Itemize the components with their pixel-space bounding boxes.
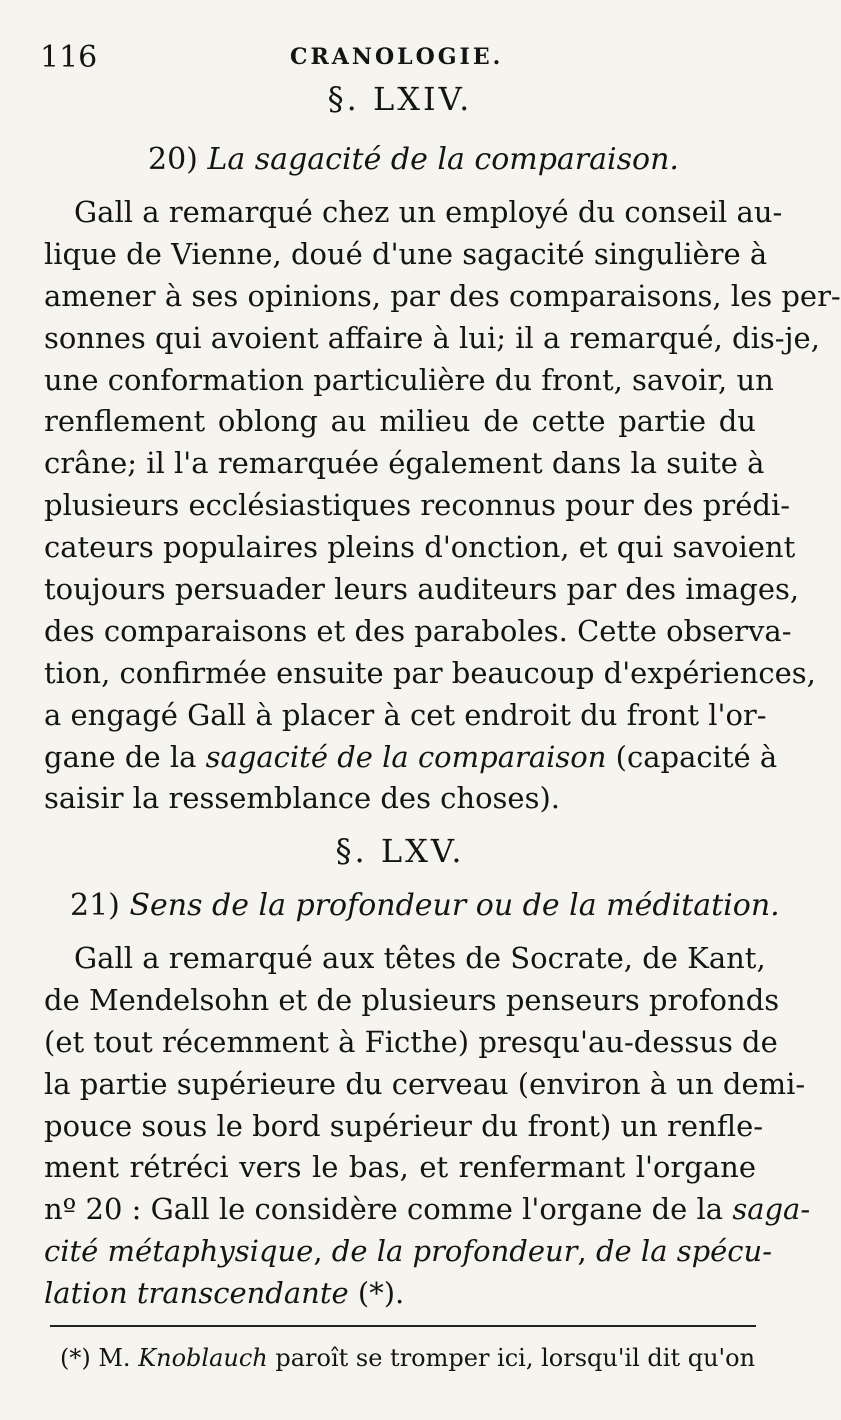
paragraph-lxv <box>44 938 811 1315</box>
text-line <box>44 1231 773 1273</box>
subheading-title: Sens de la profondeur ou de la méditation. <box>129 888 780 923</box>
text-line: pouce sous le bord supérieur du front) un renfle- <box>44 1108 764 1143</box>
text-span: nº 20 : Gall le considère comme l'organe de la <box>44 1192 733 1227</box>
italic-span: lation transcendante <box>44 1276 349 1311</box>
text-line: une conformation particulière du front, savoir, un <box>44 362 774 397</box>
text-span: , <box>577 1234 596 1269</box>
subheading-title: La sagacité de la comparaison. <box>207 142 679 177</box>
text-span: (*). <box>348 1276 405 1311</box>
subheading-20 <box>148 142 679 177</box>
page-number: 116 <box>40 40 98 75</box>
running-title: CRANOLOGIE. <box>290 44 504 70</box>
text-span: , <box>313 1234 332 1269</box>
text-line <box>44 1273 756 1315</box>
subheading-number: 20) <box>148 142 198 177</box>
text-line: (et tout récemment à Ficthe) presqu'au-dessus de <box>44 1024 778 1059</box>
text-line: renflement oblong au milieu de cette partie du <box>44 404 756 439</box>
text-line: cateurs populaires pleins d'onction, et qui savoient <box>44 530 796 565</box>
subheading-21 <box>70 888 780 923</box>
footnote-end: paroît se tromper ici, lorsqu'il dit qu'on <box>267 1344 756 1372</box>
text-line: tion, confirmée ensuite par beaucoup d'expériences, <box>44 655 816 690</box>
text-span: (capacité à <box>606 739 778 774</box>
text-line: la partie supérieure du cerveau (environ à un demi- <box>44 1066 806 1101</box>
footnote-rule <box>50 1325 756 1327</box>
text-line: Gall a remarqué chez un employé du conseil au- <box>74 195 783 229</box>
text-span: gane de la <box>44 739 206 774</box>
italic-span: de la profondeur <box>331 1234 578 1269</box>
italic-span: sagacité de la comparaison <box>205 739 607 774</box>
italic-span: cité métaphysique <box>44 1234 314 1269</box>
footnote-author: Knoblauch <box>138 1344 268 1372</box>
text-line: a engagé Gall à placer à cet endroit du front l'or- <box>44 697 767 732</box>
subheading-number: 21) <box>70 888 120 923</box>
text-line: amener à ses opinions, par des comparaisons, les per- <box>44 278 841 313</box>
italic-span: saga- <box>732 1192 811 1227</box>
text-line: lique de Vienne, doué d'une sagacité singulière à <box>44 236 768 271</box>
text-line: toujours persuader leurs auditeurs par des images, <box>44 572 800 607</box>
text-line <box>44 737 778 779</box>
italic-span: de la spécu- <box>595 1234 773 1269</box>
text-line: de Mendelsohn et de plusieurs penseurs profonds <box>44 982 780 1017</box>
section-heading-lxv: §. LXV. <box>335 832 465 870</box>
footnote-start: (*) M. <box>60 1344 139 1372</box>
text-line: plusieurs ecclésiastiques reconnus pour des prédi- <box>44 488 791 523</box>
paragraph-lxiv <box>44 192 841 820</box>
text-line: Gall a remarqué aux têtes de Socrate, de Kant, <box>74 941 766 975</box>
text-line: ment rétréci vers le bas, et renfermant l'organe <box>44 1150 756 1185</box>
text-line: sonnes qui avoient affaire à lui; il a remarqué, dis-je, <box>44 320 820 355</box>
text-line: des comparaisons et des paraboles. Cette observa- <box>44 613 792 648</box>
text-line <box>44 1189 811 1231</box>
running-head <box>40 40 760 80</box>
footnote <box>60 1340 760 1376</box>
section-heading-lxiv: §. LXIV. <box>327 80 473 118</box>
text-line: saisir la ressemblance des choses). <box>44 781 561 816</box>
text-line: crâne; il l'a remarquée également dans la suite à <box>44 446 765 481</box>
